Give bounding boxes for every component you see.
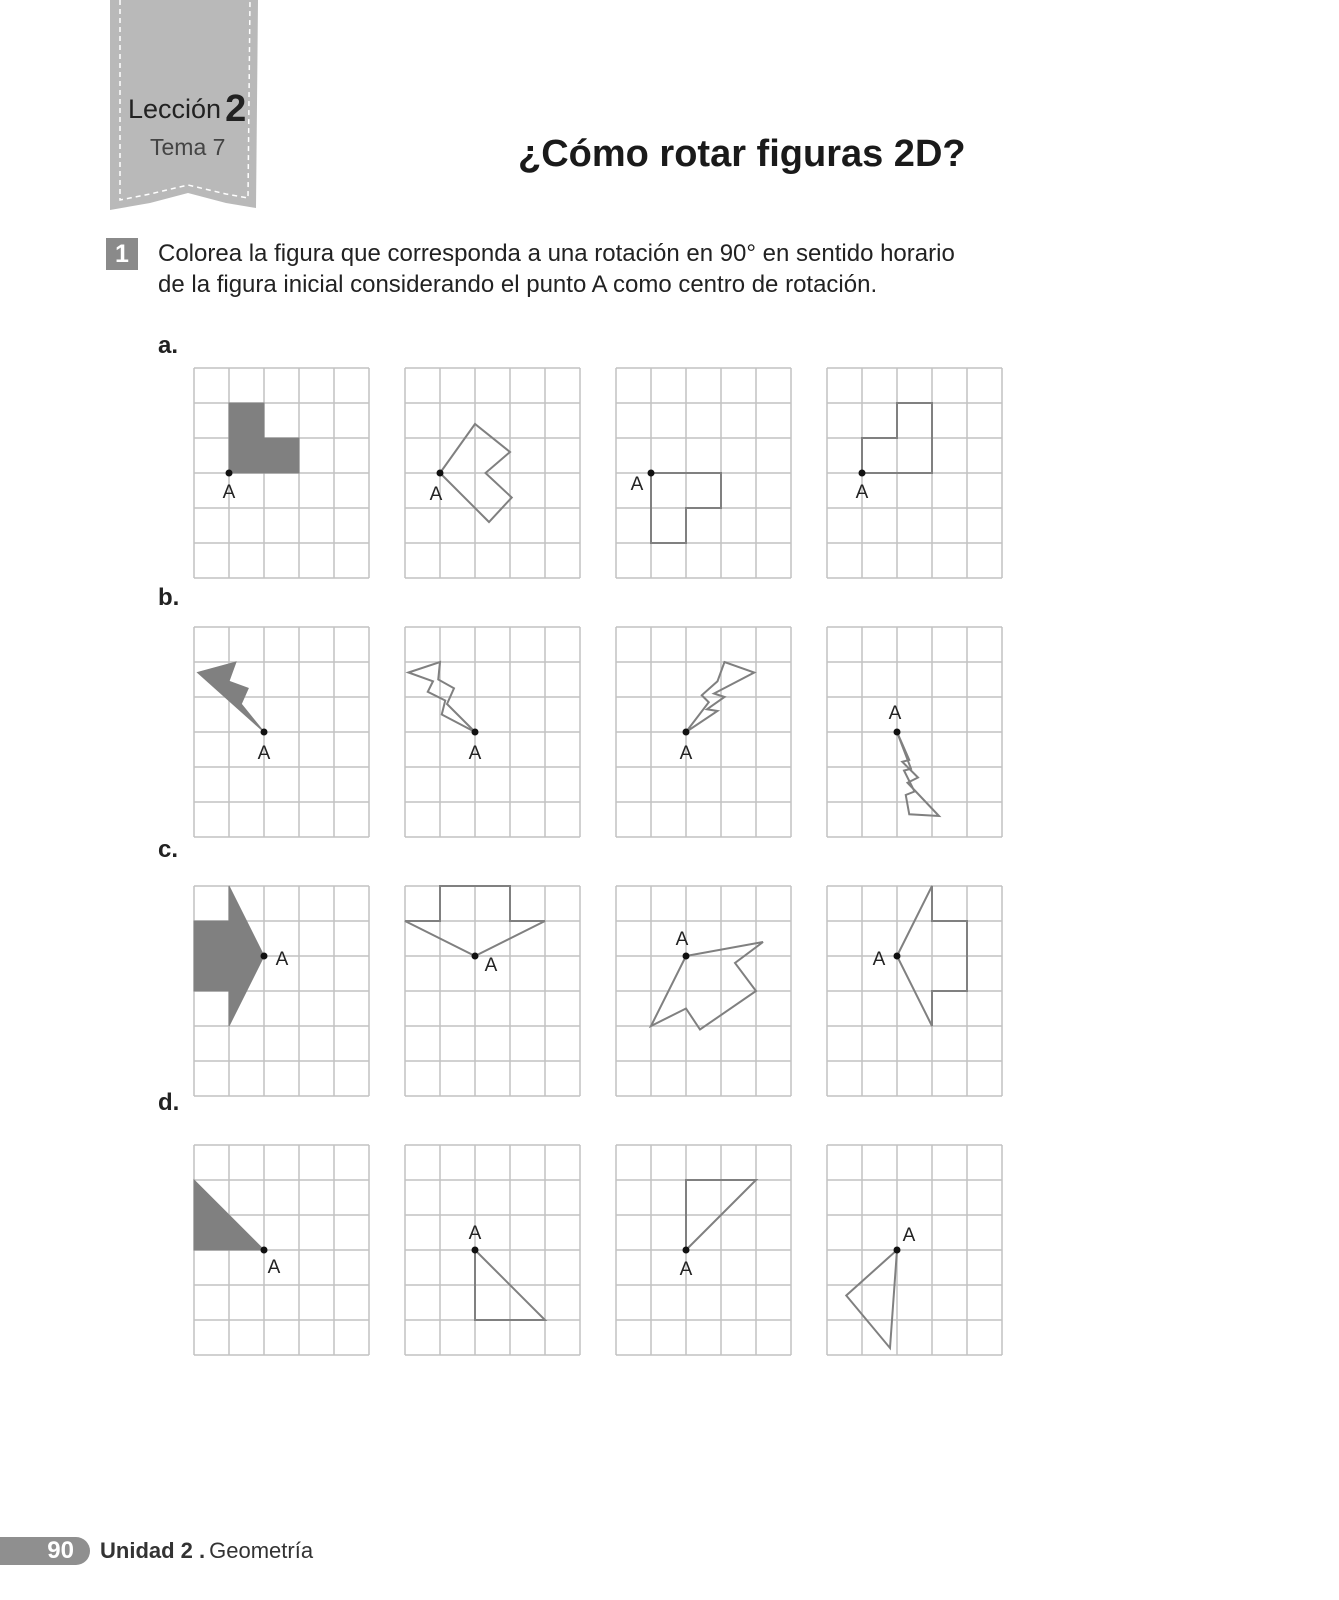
rotation-center-point <box>894 729 901 736</box>
question-line-1: Colorea la figura que corresponda a una rotación en 90° en sentido horario <box>158 240 955 267</box>
rotation-center-point <box>683 729 690 736</box>
figure-grid-d-3[interactable] <box>616 1145 791 1355</box>
footer-subject: Geometría <box>209 1538 314 1563</box>
point-label: A <box>257 743 271 764</box>
figure-grid-c-2[interactable] <box>405 886 580 1096</box>
point-label: A <box>484 955 498 976</box>
lesson-number: 2 <box>225 88 247 130</box>
rotation-center-point <box>894 953 901 960</box>
point-label: A <box>222 482 236 503</box>
row-label-c: c. <box>158 836 179 863</box>
rotation-center-point <box>859 470 866 477</box>
point-label: A <box>267 1257 281 1278</box>
rotation-center-point <box>472 953 479 960</box>
row-label-b: b. <box>158 584 180 611</box>
point-label: A <box>468 743 482 764</box>
figure-grid-b-2[interactable] <box>405 627 580 837</box>
lesson-label: Lección 2 <box>128 88 247 130</box>
point-label: A <box>630 474 644 495</box>
figure-grid-c-3[interactable] <box>616 886 791 1096</box>
lesson-topic: Tema 7 <box>150 134 226 160</box>
candidate-figure <box>846 1250 897 1348</box>
point-label: A <box>902 1225 916 1246</box>
rotation-center-point <box>226 470 233 477</box>
figure-grid-d-1[interactable] <box>194 1145 369 1355</box>
figure-grid-b-4[interactable] <box>827 627 1002 837</box>
initial-figure <box>229 403 299 473</box>
question-line-2: de la figura inicial considerando el punto A como centro de rotación. <box>158 271 878 298</box>
point-label: A <box>872 949 886 970</box>
point-label: A <box>675 929 689 950</box>
figure-grid-a-2[interactable] <box>405 368 580 578</box>
rotation-center-point <box>683 1247 690 1254</box>
footer-unit: Unidad 2 . Geometría <box>100 1538 314 1563</box>
figure-grid-c-1[interactable] <box>194 886 369 1096</box>
point-label: A <box>679 1259 693 1280</box>
figure-grid-d-2[interactable] <box>405 1145 580 1355</box>
point-label: A <box>275 949 289 970</box>
figure-grid-d-4[interactable] <box>827 1145 1002 1355</box>
figure-grid-a-4[interactable] <box>827 368 1002 578</box>
rotation-center-point <box>683 953 690 960</box>
rotation-center-point <box>472 1247 479 1254</box>
candidate-figure <box>651 942 763 1030</box>
page-title: ¿Cómo rotar figuras 2D? <box>518 133 966 175</box>
figure-grid-a-3[interactable] <box>616 368 791 578</box>
figure-grid-b-3[interactable] <box>616 627 791 837</box>
rotation-center-point <box>261 729 268 736</box>
point-label: A <box>429 484 443 505</box>
figure-grid-c-4[interactable] <box>827 886 1002 1096</box>
initial-figure <box>194 886 264 1026</box>
point-label: A <box>888 703 902 724</box>
question-number: 1 <box>106 238 138 270</box>
figure-grid-a-1[interactable] <box>194 368 369 578</box>
rotation-center-point <box>261 1247 268 1254</box>
page-number: 90 <box>0 1537 90 1565</box>
row-label-a: a. <box>158 332 179 359</box>
row-label-d: d. <box>158 1089 180 1116</box>
rotation-center-point <box>261 953 268 960</box>
figure-grid-b-1[interactable] <box>194 627 369 837</box>
rotation-center-point <box>894 1247 901 1254</box>
rotation-center-point <box>648 470 655 477</box>
point-label: A <box>468 1223 482 1244</box>
rotation-center-point <box>437 470 444 477</box>
point-label: A <box>855 482 869 503</box>
point-label: A <box>679 743 693 764</box>
rotation-center-point <box>472 729 479 736</box>
